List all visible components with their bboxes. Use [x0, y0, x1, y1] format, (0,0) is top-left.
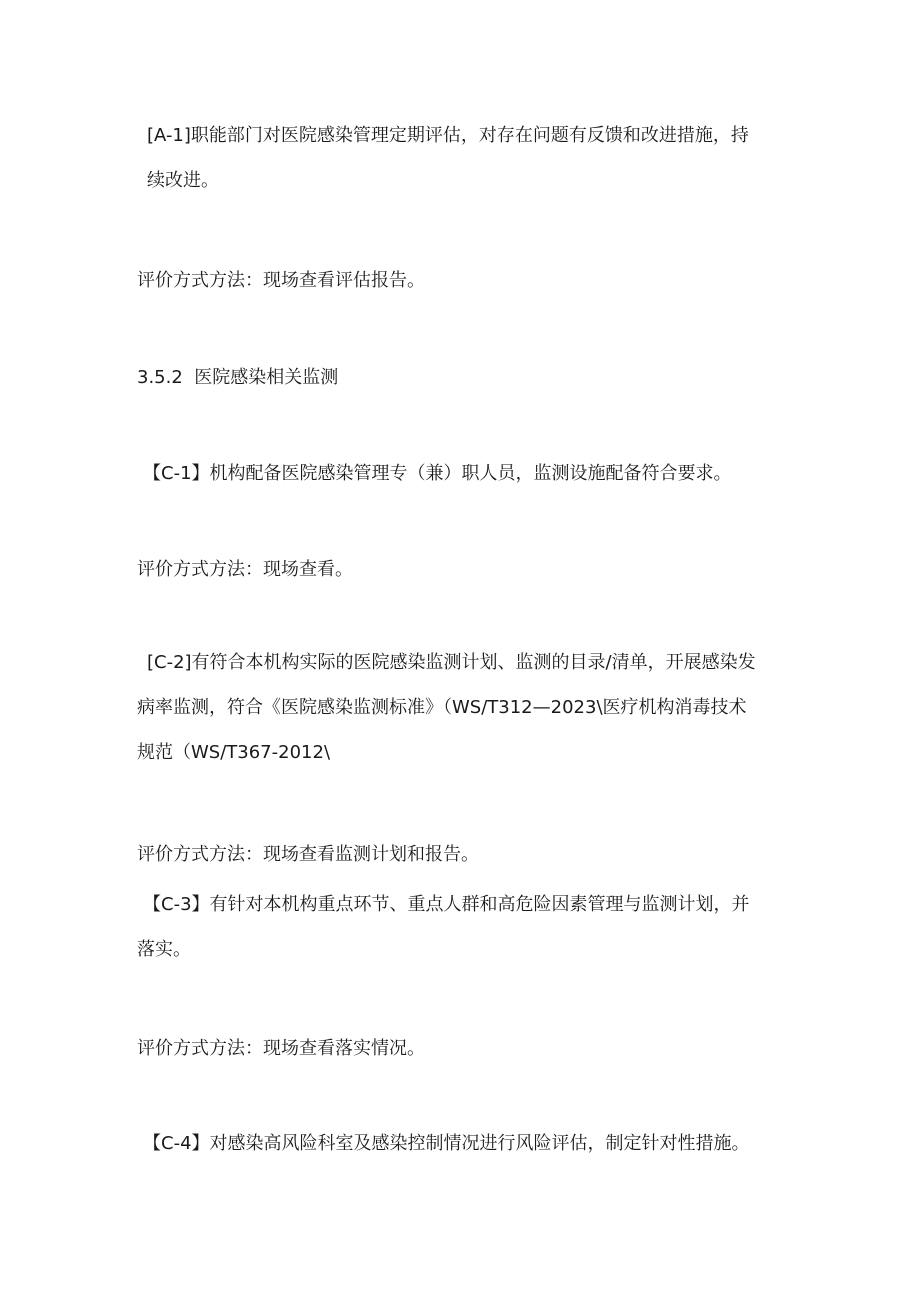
requirement-c1-line-1: 【C-1】机构配备医院感染管理专（兼）职人员，监测设施配备符合要求。 — [143, 463, 732, 484]
requirement-c3-line-1: 【C-3】有针对本机构重点环节、重点人群和高危险因素管理与监测计划，并 — [143, 894, 750, 915]
evaluation-method-a1 — [137, 258, 787, 303]
requirement-a1-line-1: [A-1]职能部门对医院感染管理定期评估，对存在问题有反馈和改进措施，持 — [147, 125, 749, 146]
requirement-c4-line-1: 【C-4】对感染高风险科室及感染控制情况进行风险评估，制定针对性措施。 — [143, 1133, 750, 1154]
evaluation-method-c1-text: 评价方式方法：现场查看。 — [137, 559, 353, 580]
evaluation-method-c2-text: 评价方式方法：现场查看监测计划和报告。 — [137, 844, 479, 865]
requirement-a1-line-2: 续改进。 — [147, 170, 219, 191]
requirement-c2 — [137, 640, 797, 775]
evaluation-method-a1-text: 评价方式方法：现场查看评估报告。 — [137, 270, 425, 291]
evaluation-method-c2 — [137, 832, 787, 877]
evaluation-method-c1 — [137, 547, 787, 592]
requirement-c2-line-2: 病率监测，符合《医院感染监测标准》（WS/T312—2023\医疗机构消毒技术 — [137, 697, 747, 718]
evaluation-method-c3 — [137, 1026, 787, 1071]
requirement-c2-line-1: [C-2]有符合本机构实际的医院感染监测计划、监测的目录/清单，开展感染发 — [147, 652, 756, 673]
requirement-c3-line-2: 落实。 — [137, 939, 191, 960]
requirement-c1 — [137, 451, 793, 496]
section-heading-3-5-2 — [137, 355, 787, 400]
requirement-c2-line-3: 规范（WS/T367-2012\ — [137, 742, 331, 763]
evaluation-method-c3-text: 评价方式方法：现场查看落实情况。 — [137, 1038, 425, 1059]
requirement-a1 — [137, 113, 797, 203]
requirement-c3 — [137, 882, 793, 972]
requirement-c4 — [137, 1121, 793, 1166]
section-heading-text: 3.5.2 医院感染相关监测 — [137, 367, 339, 388]
